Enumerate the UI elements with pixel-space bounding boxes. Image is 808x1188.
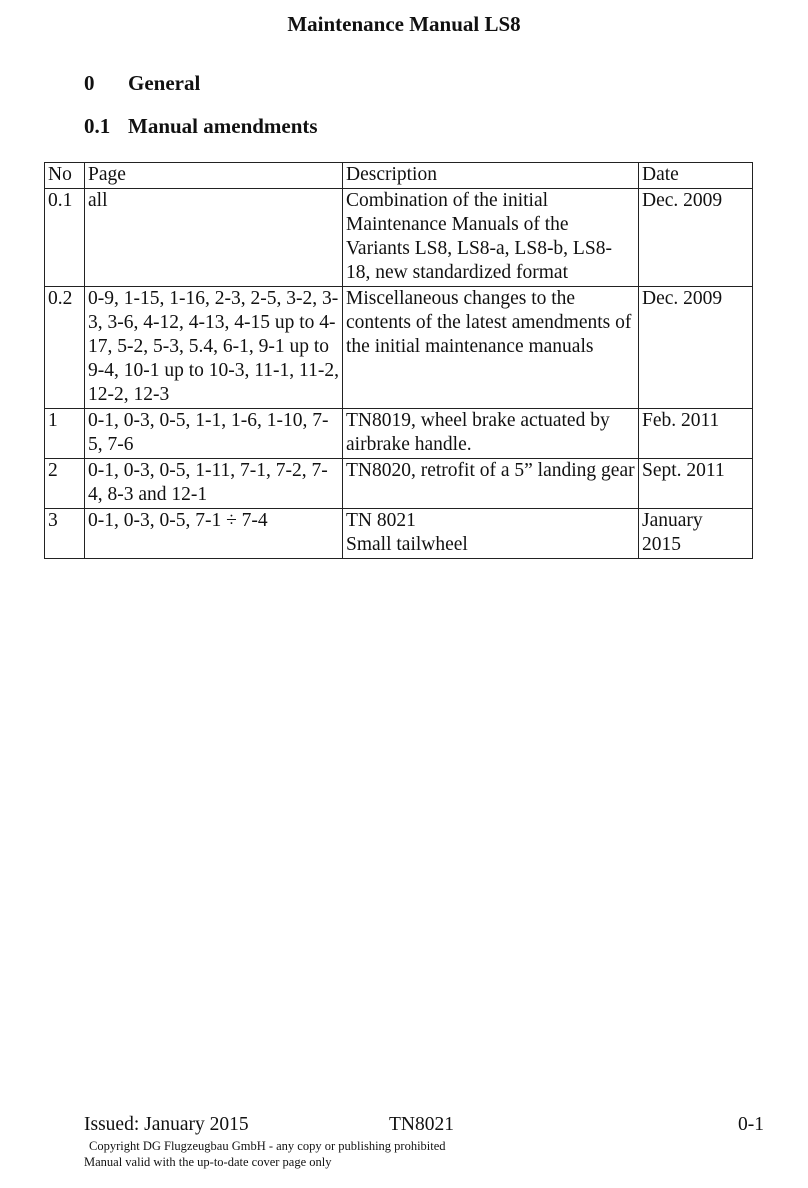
footer-copyright: Copyright DG Flugzeugbau GmbH - any copy or publishing prohibited bbox=[89, 1139, 446, 1153]
footer-validity-note: Manual valid with the up-to-date cover page only bbox=[84, 1155, 332, 1169]
cell-page: all bbox=[85, 189, 343, 287]
section-title: Manual amendments bbox=[128, 114, 318, 138]
amendments-table bbox=[44, 162, 753, 559]
description-line: Small tailwheel bbox=[346, 534, 468, 555]
cell-description: TN8019, wheel brake actuated by airbrake handle. bbox=[343, 409, 639, 459]
document-header: Maintenance Manual LS8 bbox=[287, 12, 521, 36]
cell-page: 0-1, 0-3, 0-5, 1-11, 7-1, 7-2, 7-4, 8-3 and 12-1 bbox=[85, 459, 343, 509]
cell-page: 0-1, 0-3, 0-5, 7-1 ÷ 7-4 bbox=[85, 509, 343, 559]
footer-issued-date: Issued: January 2015 bbox=[84, 1114, 249, 1135]
cell-page: 0-1, 0-3, 0-5, 1-1, 1-6, 1-10, 7-5, 7-6 bbox=[85, 409, 343, 459]
table-row bbox=[45, 459, 753, 509]
column-header-no: No bbox=[45, 163, 85, 189]
cell-page: 0-9, 1-15, 1-16, 2-3, 2-5, 3-2, 3-3, 3-6, 4-12, 4-13, 4-15 up to 4-17, 5-2, 5-3, 5.4, 6-1, 9-1 up to 9-4, 10-1 up to 10-3, 11-1, 11-2, 12-2, 12-3 bbox=[85, 287, 343, 409]
table-header-row bbox=[45, 163, 753, 189]
description-line: TN 8021 bbox=[346, 510, 416, 531]
cell-no: 3 bbox=[45, 509, 85, 559]
cell-no: 0.1 bbox=[45, 189, 85, 287]
cell-date: Dec. 2009 bbox=[639, 287, 753, 409]
table-row bbox=[45, 287, 753, 409]
footer-technical-note: TN8021 bbox=[389, 1114, 454, 1135]
cell-description: Combination of the initial Maintenance Manuals of the Variants LS8, LS8-a, LS8-b, LS8-18, new standardized format bbox=[343, 189, 639, 287]
section-title: General bbox=[128, 71, 201, 95]
section-heading-manual-amendments bbox=[84, 114, 318, 139]
cell-description: TN8020, retrofit of a 5” landing gear bbox=[343, 459, 639, 509]
cell-description bbox=[343, 509, 639, 559]
column-header-description: Description bbox=[343, 163, 639, 189]
table-row bbox=[45, 509, 753, 559]
table-row bbox=[45, 189, 753, 287]
section-number: 0.1 bbox=[84, 114, 111, 138]
cell-date: Dec. 2009 bbox=[639, 189, 753, 287]
cell-date bbox=[639, 509, 753, 559]
section-number: 0 bbox=[84, 71, 95, 95]
cell-date: Sept. 2011 bbox=[639, 459, 753, 509]
date-line: January bbox=[642, 510, 703, 531]
column-header-date: Date bbox=[639, 163, 753, 189]
cell-no: 0.2 bbox=[45, 287, 85, 409]
cell-description: Miscellaneous changes to the contents of the latest amendments of the initial maintenance manuals bbox=[343, 287, 639, 409]
date-line: 2015 bbox=[642, 534, 681, 555]
cell-no: 2 bbox=[45, 459, 85, 509]
column-header-page: Page bbox=[85, 163, 343, 189]
cell-no: 1 bbox=[45, 409, 85, 459]
footer-page-number: 0-1 bbox=[738, 1114, 764, 1135]
section-heading-general bbox=[84, 71, 200, 96]
table-row bbox=[45, 409, 753, 459]
cell-date: Feb. 2011 bbox=[639, 409, 753, 459]
